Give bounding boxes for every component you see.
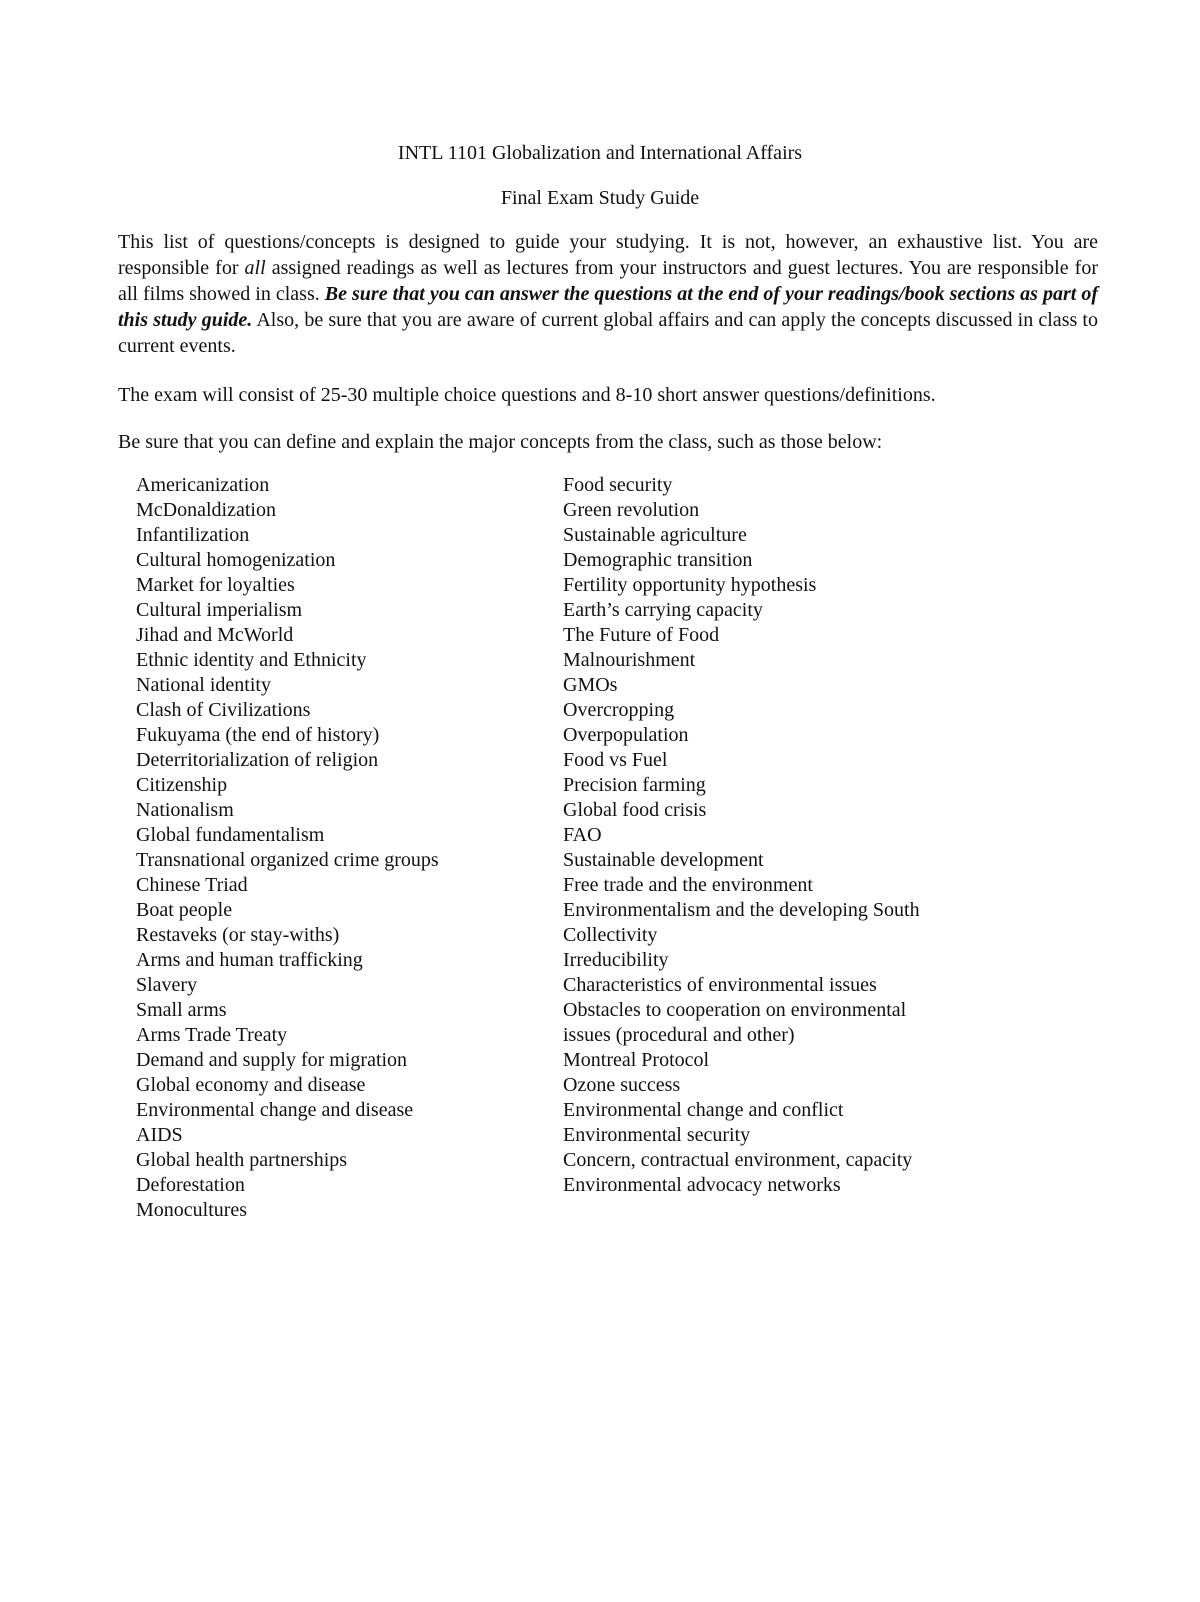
concept-item: Arms Trade Treaty [136, 1024, 288, 1046]
concept-item: Earth’s carrying capacity [563, 599, 763, 621]
concept-item: Arms and human trafficking [136, 949, 363, 971]
concept-item: FAO [563, 824, 602, 846]
concept-item: Irreducibility [563, 949, 669, 971]
concept-item: Global health partnerships [136, 1149, 348, 1171]
concept-item: Characteristics of environmental issues [563, 974, 877, 996]
concept-item: National identity [136, 674, 271, 696]
concept-item: McDonaldization [136, 499, 276, 521]
intro-text-c: Also, be sure that you are aware of current global affairs and can apply the concepts discussed in class to current events. [118, 309, 1098, 357]
concept-item: Cultural imperialism [136, 599, 303, 621]
intro-all-emphasis: all [244, 257, 266, 279]
concept-item: Citizenship [136, 774, 228, 796]
concept-item: Restaveks (or stay-withs) [136, 924, 340, 946]
concept-item: GMOs [563, 674, 618, 696]
concepts-right-column [563, 473, 983, 1198]
concept-item: Food vs Fuel [563, 749, 668, 771]
exam-format-text: The exam will consist of 25-30 multiple choice questions and 8-10 short answer questions/definitions. [118, 384, 936, 406]
concept-item: Collectivity [563, 924, 658, 946]
concept-item: Deforestation [136, 1174, 245, 1196]
concept-item: Americanization [136, 474, 270, 496]
concept-item: issues (procedural and other) [563, 1024, 795, 1046]
concept-item: Precision farming [563, 774, 706, 796]
concept-item: Global fundamentalism [136, 824, 325, 846]
concept-item: Overpopulation [563, 724, 689, 746]
concept-item: Environmental security [563, 1124, 751, 1146]
concept-item: Environmental advocacy networks [563, 1174, 841, 1196]
concept-item: Demographic transition [563, 549, 753, 571]
concept-item: Transnational organized crime groups [136, 849, 439, 871]
concept-item: Sustainable agriculture [563, 524, 747, 546]
intro-text-b: assigned readings as well as lectures from your instructors and guest lectures. You are responsible for all films showed in class. [118, 257, 1098, 305]
concept-item: Environmental change and conflict [563, 1099, 844, 1121]
concept-item: Fukuyama (the end of history) [136, 724, 380, 746]
concept-item: Montreal Protocol [563, 1049, 710, 1071]
concepts-lead-text: Be sure that you can define and explain the major concepts from the class, such as those below: [118, 431, 883, 453]
document-title: Final Exam Study Guide [500, 187, 700, 209]
concept-item: Deterritorialization of religion [136, 749, 379, 771]
concept-item: Jihad and McWorld [136, 624, 294, 646]
concept-item: Sustainable development [563, 849, 764, 871]
intro-text-a: This list of questions/concepts is designed to guide your studying. It is not, however, an exhaustive list. You are responsible for [118, 231, 1098, 279]
concept-item: Infantilization [136, 524, 250, 546]
concept-item: Global food crisis [563, 799, 707, 821]
concept-item: Boat people [136, 899, 233, 921]
concept-item: Clash of Civilizations [136, 699, 311, 721]
concept-item: Malnourishment [563, 649, 696, 671]
concept-item: Green revolution [563, 499, 700, 521]
concept-item: AIDS [136, 1124, 183, 1146]
concept-item: Global economy and disease [136, 1074, 366, 1096]
concept-item: Small arms [136, 999, 227, 1021]
concept-item: Chinese Triad [136, 874, 248, 896]
concept-item: Nationalism [136, 799, 234, 821]
course-title: INTL 1101 Globalization and International Affairs [397, 142, 803, 164]
concept-item: The Future of Food [563, 624, 720, 646]
concept-item: Environmentalism and the developing South [563, 899, 920, 921]
concept-item: Ozone success [563, 1074, 681, 1096]
concept-item: Cultural homogenization [136, 549, 336, 571]
concept-item: Obstacles to cooperation on environmental [563, 999, 907, 1021]
concept-item: Monocultures [136, 1199, 248, 1221]
concept-item: Overcropping [563, 699, 675, 721]
concept-item: Concern, contractual environment, capacity [563, 1149, 913, 1171]
concept-item: Fertility opportunity hypothesis [563, 574, 817, 596]
concept-item: Free trade and the environment [563, 874, 813, 896]
concept-item: Ethnic identity and Ethnicity [136, 649, 367, 671]
concept-item: Environmental change and disease [136, 1099, 414, 1121]
intro-bold-emphasis: Be sure that you can answer the questions at the end of your readings/book sections as part of this study guide. [118, 283, 1099, 331]
concept-item: Market for loyalties [136, 574, 295, 596]
concept-item: Food security [563, 474, 673, 496]
intro-paragraph [118, 229, 1098, 359]
concept-item: Slavery [136, 974, 198, 996]
concepts-left-column [136, 473, 516, 1223]
concept-item: Demand and supply for migration [136, 1049, 408, 1071]
